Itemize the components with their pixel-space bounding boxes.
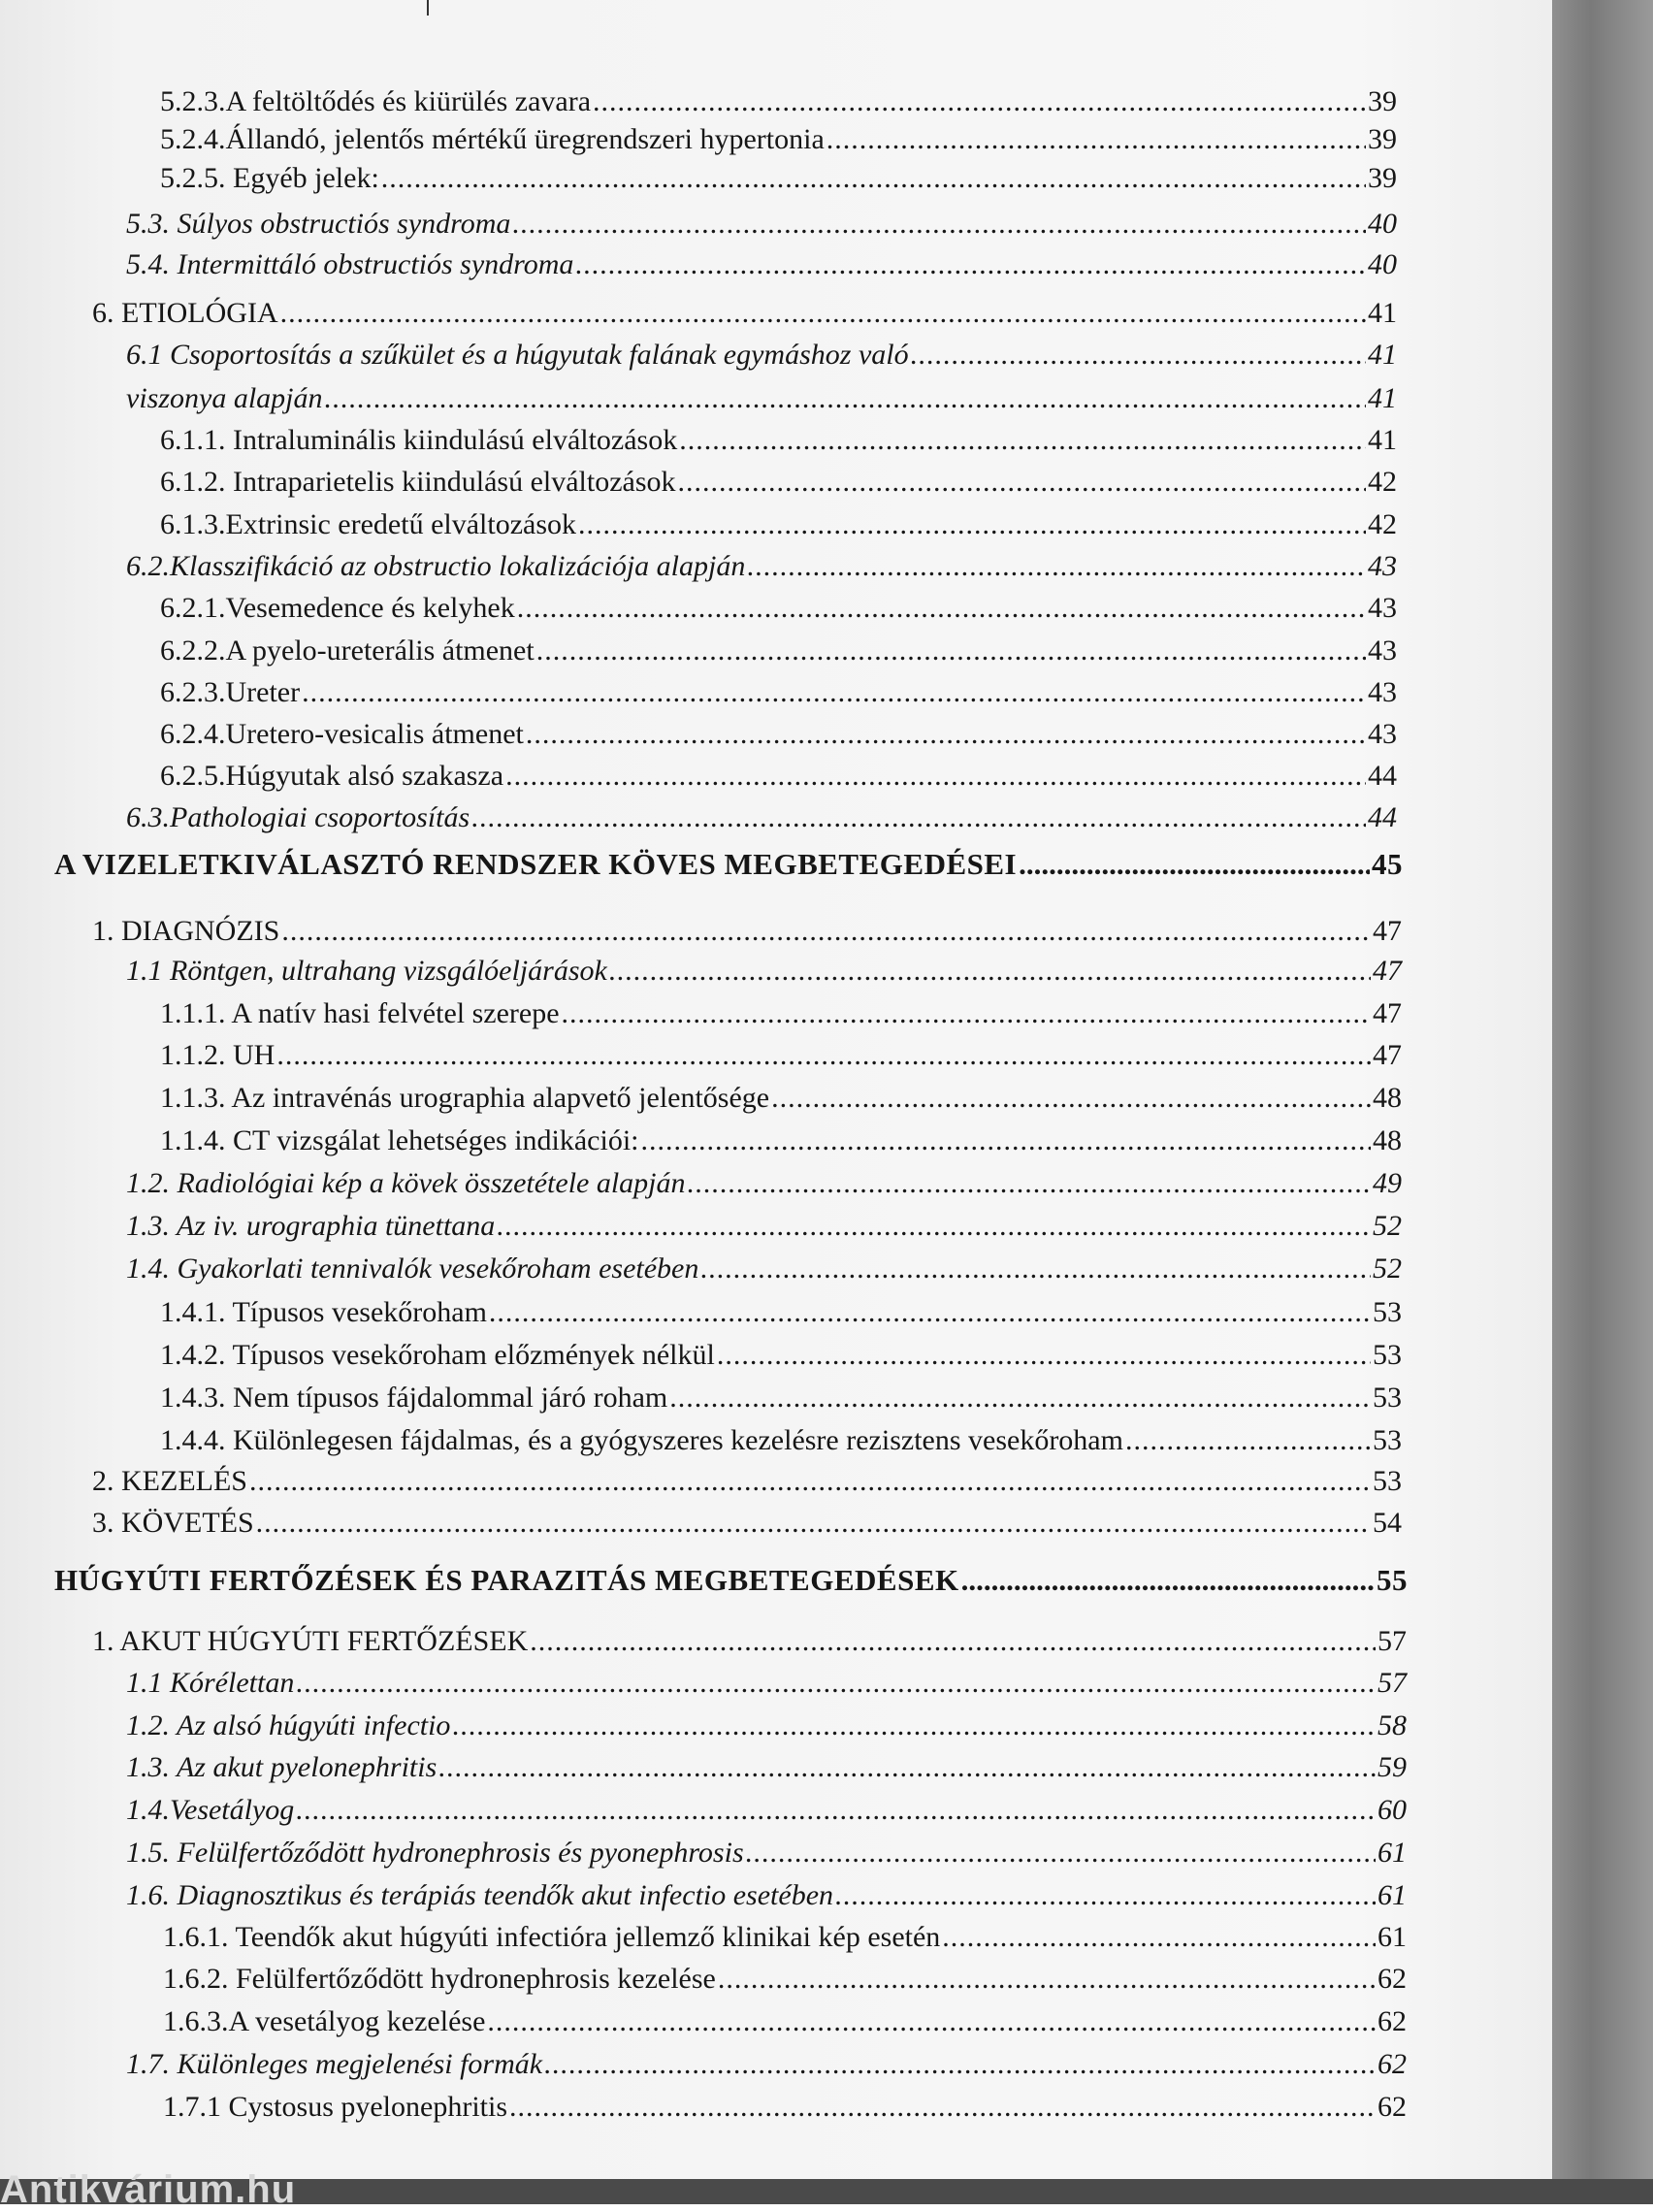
toc-entry-label: 6.2.Klasszifikáció az obstructio lokalizációja alapján xyxy=(126,550,746,582)
watermark: Antikvárium.hu xyxy=(0,2168,297,2211)
leader-dots xyxy=(505,756,1366,797)
toc-entry-label: 1. DIAGNÓZIS xyxy=(92,915,280,947)
toc-entry xyxy=(160,714,1397,755)
toc-entry-page: 52 xyxy=(1373,1210,1402,1242)
toc-entry-label: viszonya alapján xyxy=(126,382,323,414)
toc-entry xyxy=(126,951,1402,992)
toc-entry-label: 6.1.2. Intraparietelis kiindulású elváltozások xyxy=(160,466,676,498)
section-heading xyxy=(54,1560,1408,1601)
toc-entry xyxy=(126,1663,1407,1704)
leader-dots xyxy=(296,1790,1376,1831)
toc-entry-page: 62 xyxy=(1378,2091,1407,2123)
toc-entry-page: 61 xyxy=(1378,1879,1407,1911)
leader-dots xyxy=(718,1959,1376,2000)
toc-entry xyxy=(163,1917,1407,1958)
leader-dots xyxy=(578,504,1366,545)
toc-entry-page: 43 xyxy=(1368,592,1397,624)
toc-entry-page: 44 xyxy=(1368,760,1397,792)
leader-dots xyxy=(512,204,1366,244)
toc-entry-label: 2. KEZELÉS xyxy=(92,1465,247,1497)
toc-entry-label: 6.1 Csoportosítás a szűkület és a húgyutak falának egymáshoz való xyxy=(126,339,909,371)
toc-entry xyxy=(126,1249,1402,1289)
toc-entry-label: 6.2.5.Húgyutak alsó szakasza xyxy=(160,760,504,792)
toc-entry xyxy=(160,672,1397,713)
book-edge-shadow xyxy=(1552,0,1653,2204)
toc-entry xyxy=(160,756,1397,797)
toc-entry-label: 1.6.3.A vesetályog kezelése xyxy=(163,2005,486,2037)
leader-dots xyxy=(280,293,1366,334)
toc-entry-label: 6. ETIOLÓGIA xyxy=(92,297,278,329)
leader-dots xyxy=(530,1621,1376,1662)
leader-dots xyxy=(669,1378,1371,1418)
toc-entry-label: 6.1.1. Intraluminális kiindulású elváltozások xyxy=(160,424,678,456)
toc-entry-label: 5.4. Intermittáló obstructiós syndroma xyxy=(126,248,574,280)
toc-entry xyxy=(126,378,1397,419)
toc-entry-label: 1.6.1. Teendők akut húgyúti infectióra jellemző klinikai kép esetén xyxy=(163,1921,941,1953)
toc-entry-label: 1.4.4. Különlegesen fájdalmas, és a gyógyszeres kezelésre rezisztens vesekőroham xyxy=(160,1424,1123,1456)
leader-dots xyxy=(509,2087,1376,2128)
toc-entry-label: 1.1.1. A natív hasi felvétel szerepe xyxy=(160,997,560,1029)
toc-entry-page: 62 xyxy=(1378,1963,1407,1995)
leader-dots xyxy=(438,1747,1376,1788)
toc-entry-page: 47 xyxy=(1373,1039,1402,1071)
toc-entry-label: 6.2.2.A pyelo-ureterális átmenet xyxy=(160,634,535,667)
toc-entry xyxy=(126,797,1397,838)
leader-dots xyxy=(575,244,1366,285)
leader-dots xyxy=(517,588,1366,629)
toc-entry xyxy=(160,462,1397,503)
leader-dots xyxy=(489,1292,1371,1333)
toc-entry-page: 62 xyxy=(1378,2048,1407,2080)
toc-entry xyxy=(126,1833,1407,1873)
leader-dots xyxy=(641,1121,1371,1161)
toc-entry xyxy=(160,1035,1402,1076)
toc-entry-page: 43 xyxy=(1368,718,1397,750)
leader-dots xyxy=(471,797,1366,838)
toc-entry-label: 5.2.5. Egyéb jelek: xyxy=(160,162,379,194)
toc-entry-page: 39 xyxy=(1368,123,1397,155)
toc-entry-page: 40 xyxy=(1368,248,1397,280)
toc-entry-page: 44 xyxy=(1368,801,1397,833)
leader-dots xyxy=(961,1560,1375,1601)
toc-entry-page: 62 xyxy=(1378,2005,1407,2037)
leader-dots xyxy=(826,119,1366,160)
toc-entry-page: 53 xyxy=(1373,1296,1402,1328)
toc-entry xyxy=(92,1621,1407,1662)
toc-entry-page: 47 xyxy=(1373,915,1402,947)
toc-entry-page: 43 xyxy=(1368,676,1397,708)
leader-dots xyxy=(746,1833,1376,1873)
leader-dots xyxy=(487,2001,1376,2042)
leader-dots xyxy=(281,911,1371,952)
toc-entry-label: 1.7.1 Cystosus pyelonephritis xyxy=(163,2091,508,2123)
toc-entry-label: 3. KÖVETÉS xyxy=(92,1507,254,1539)
toc-entry xyxy=(126,1163,1402,1204)
toc-entry-page: 61 xyxy=(1378,1837,1407,1869)
leader-dots xyxy=(942,1917,1376,1958)
toc-entry-page: 39 xyxy=(1368,85,1397,117)
leader-dots xyxy=(700,1249,1371,1289)
toc-entry-label: 1.7. Különleges megjelenési formák xyxy=(126,2048,543,2080)
toc-entry xyxy=(92,1503,1402,1544)
toc-entry xyxy=(160,993,1402,1034)
leader-dots xyxy=(688,1163,1371,1204)
leader-dots xyxy=(911,335,1366,375)
toc-entry xyxy=(126,204,1397,244)
leader-dots xyxy=(717,1335,1371,1376)
toc-entry xyxy=(160,631,1397,671)
leader-dots xyxy=(1019,844,1370,885)
toc-entry-label: 1.2. Radiológiai kép a kövek összetétele alapján xyxy=(126,1167,686,1199)
leader-dots xyxy=(771,1078,1371,1119)
toc-entry-label: 1.3. Az akut pyelonephritis xyxy=(126,1751,438,1783)
toc-entry-label: 1.1.2. UH xyxy=(160,1039,276,1071)
toc-entry-page: 48 xyxy=(1373,1124,1402,1156)
section-heading-page: 55 xyxy=(1377,1563,1408,1597)
toc-entry xyxy=(160,1121,1402,1161)
toc-entry xyxy=(160,119,1397,160)
toc-entry-label: 6.2.4.Uretero-vesicalis átmenet xyxy=(160,718,524,750)
leader-dots xyxy=(497,1206,1371,1247)
toc-entry xyxy=(160,1292,1402,1333)
toc-entry xyxy=(160,1078,1402,1119)
leader-dots xyxy=(325,378,1367,419)
toc-entry-page: 54 xyxy=(1373,1507,1402,1539)
toc-entry-page: 53 xyxy=(1373,1465,1402,1497)
toc-entry xyxy=(163,1959,1407,2000)
toc-entry-label: 1.5. Felülfertőződött hydronephrosis és pyonephrosis xyxy=(126,1837,744,1869)
toc-entry xyxy=(92,911,1402,952)
toc-entry-label: 1. AKUT HÚGYÚTI FERTŐZÉSEK xyxy=(92,1625,529,1657)
toc-entry-label: 5.2.3.A feltöltődés és kiürülés zavara xyxy=(160,85,592,117)
toc-entry xyxy=(163,2087,1407,2128)
toc-entry xyxy=(160,158,1397,199)
toc-entry-page: 40 xyxy=(1368,208,1397,240)
toc-entry-label: 6.3.Pathologiai csoportosítás xyxy=(126,801,470,833)
toc-entry xyxy=(126,244,1397,285)
leader-dots xyxy=(593,81,1366,122)
toc-entry-label: 1.1.3. Az intravénás urographia alapvető jelentősége xyxy=(160,1082,770,1114)
toc-entry xyxy=(92,293,1397,334)
toc-entry-page: 61 xyxy=(1378,1921,1407,1953)
toc-entry-page: 41 xyxy=(1368,297,1397,329)
toc-entry xyxy=(160,504,1397,545)
section-heading-page: 45 xyxy=(1372,847,1403,881)
toc-entry-label: 1.3. Az iv. urographia tünettana xyxy=(126,1210,496,1242)
toc-entry-label: 1.6.2. Felülfertőződött hydronephrosis kezelése xyxy=(163,1963,716,1995)
toc-entry-page: 43 xyxy=(1368,634,1397,667)
toc-entry-page: 48 xyxy=(1373,1082,1402,1114)
section-heading xyxy=(54,844,1403,885)
toc-entry-page: 53 xyxy=(1373,1424,1402,1456)
toc-entry xyxy=(126,1747,1407,1788)
section-heading-label: A VIZELETKIVÁLASZTÓ RENDSZER KÖVES MEGBETEGEDÉSEI xyxy=(54,847,1018,881)
toc-entry xyxy=(92,1461,1402,1502)
toc-entry-label: 5.3. Súlyos obstructiós syndroma xyxy=(126,208,511,240)
toc-entry xyxy=(160,1420,1402,1461)
toc-entry-page: 60 xyxy=(1378,1794,1407,1826)
toc-entry-page: 47 xyxy=(1373,955,1402,987)
toc-entry-page: 53 xyxy=(1373,1382,1402,1414)
bottom-strip xyxy=(0,2168,1653,2211)
leader-dots xyxy=(381,158,1366,199)
toc-entry xyxy=(126,1790,1407,1831)
section-heading-label: HÚGYÚTI FERTŐZÉSEK ÉS PARAZITÁS MEGBETEGEDÉSEK xyxy=(54,1563,959,1597)
toc-entry-label: 1.4.1. Típusos vesekőroham xyxy=(160,1296,487,1328)
leader-dots xyxy=(452,1706,1376,1746)
leader-dots xyxy=(609,951,1371,992)
toc-entry xyxy=(160,588,1397,629)
toc-entry-page: 53 xyxy=(1373,1339,1402,1371)
toc-entry xyxy=(160,81,1397,122)
leader-dots xyxy=(296,1663,1376,1704)
toc-entry xyxy=(160,1335,1402,1376)
toc-entry xyxy=(126,1875,1407,1916)
toc-entry-page: 41 xyxy=(1368,382,1397,414)
toc-entry-page: 47 xyxy=(1373,997,1402,1029)
toc-entry-page: 58 xyxy=(1378,1709,1407,1741)
toc-entry-page: 41 xyxy=(1368,424,1397,456)
leader-dots xyxy=(536,631,1366,671)
toc-entry-label: 1.4.2. Típusos vesekőroham előzmények nélkül xyxy=(160,1339,715,1371)
leader-dots xyxy=(678,462,1366,503)
toc-entry-label: 6.2.3.Ureter xyxy=(160,676,301,708)
leader-dots xyxy=(256,1503,1371,1544)
leader-dots xyxy=(835,1875,1376,1916)
leader-dots xyxy=(1125,1420,1371,1461)
toc-entry-page: 42 xyxy=(1368,466,1397,498)
toc-entry-label: 1.6. Diagnosztikus és terápiás teendők akut infectio esetében xyxy=(126,1879,834,1911)
toc-entry-page: 52 xyxy=(1373,1252,1402,1285)
toc-entry-label: 1.4.3. Nem típusos fájdalommal járó roham xyxy=(160,1382,668,1414)
toc-entry xyxy=(160,420,1397,461)
toc-entry-page: 49 xyxy=(1373,1167,1402,1199)
toc-entry-label: 1.1 Röntgen, ultrahang vizsgálóeljárások xyxy=(126,955,607,987)
toc-entry-label: 6.1.3.Extrinsic eredetű elváltozások xyxy=(160,508,577,540)
toc-entry-page: 57 xyxy=(1378,1667,1407,1699)
toc-entry-label: 1.4. Gyakorlati tennivalók vesekőroham esetében xyxy=(126,1252,699,1285)
toc-entry xyxy=(126,1206,1402,1247)
leader-dots xyxy=(276,1035,1371,1076)
toc-entry-label: 6.2.1.Vesemedence és kelyhek xyxy=(160,592,515,624)
toc-entry xyxy=(126,335,1397,375)
toc-entry-page: 39 xyxy=(1368,162,1397,194)
leader-dots xyxy=(747,546,1366,587)
toc-entry-label: 5.2.4.Állandó, jelentős mértékű üregrendszeri hypertonia xyxy=(160,123,825,155)
leader-dots xyxy=(562,993,1371,1034)
leader-dots xyxy=(544,2044,1376,2085)
leader-dots xyxy=(526,714,1366,755)
toc-entry-label: 1.2. Az alsó húgyúti infectio xyxy=(126,1709,451,1741)
toc-entry-page: 42 xyxy=(1368,508,1397,540)
toc-entry xyxy=(163,2001,1407,2042)
leader-dots xyxy=(302,672,1366,713)
toc-entry-label: 1.4.Vesetályog xyxy=(126,1794,295,1826)
leader-dots xyxy=(249,1461,1371,1502)
toc-entry xyxy=(126,1706,1407,1746)
page-mark xyxy=(427,0,429,16)
toc-entry-page: 43 xyxy=(1368,550,1397,582)
toc-entry-page: 41 xyxy=(1368,339,1397,371)
toc-entry-page: 57 xyxy=(1378,1625,1407,1657)
toc-entry-label: 1.1 Kórélettan xyxy=(126,1667,295,1699)
toc-entry-page: 59 xyxy=(1378,1751,1407,1783)
toc-entry xyxy=(126,2044,1407,2085)
toc-entry xyxy=(126,546,1397,587)
toc-entry xyxy=(160,1378,1402,1418)
toc-entry-label: 1.1.4. CT vizsgálat lehetséges indikációi: xyxy=(160,1124,639,1156)
leader-dots xyxy=(679,420,1366,461)
